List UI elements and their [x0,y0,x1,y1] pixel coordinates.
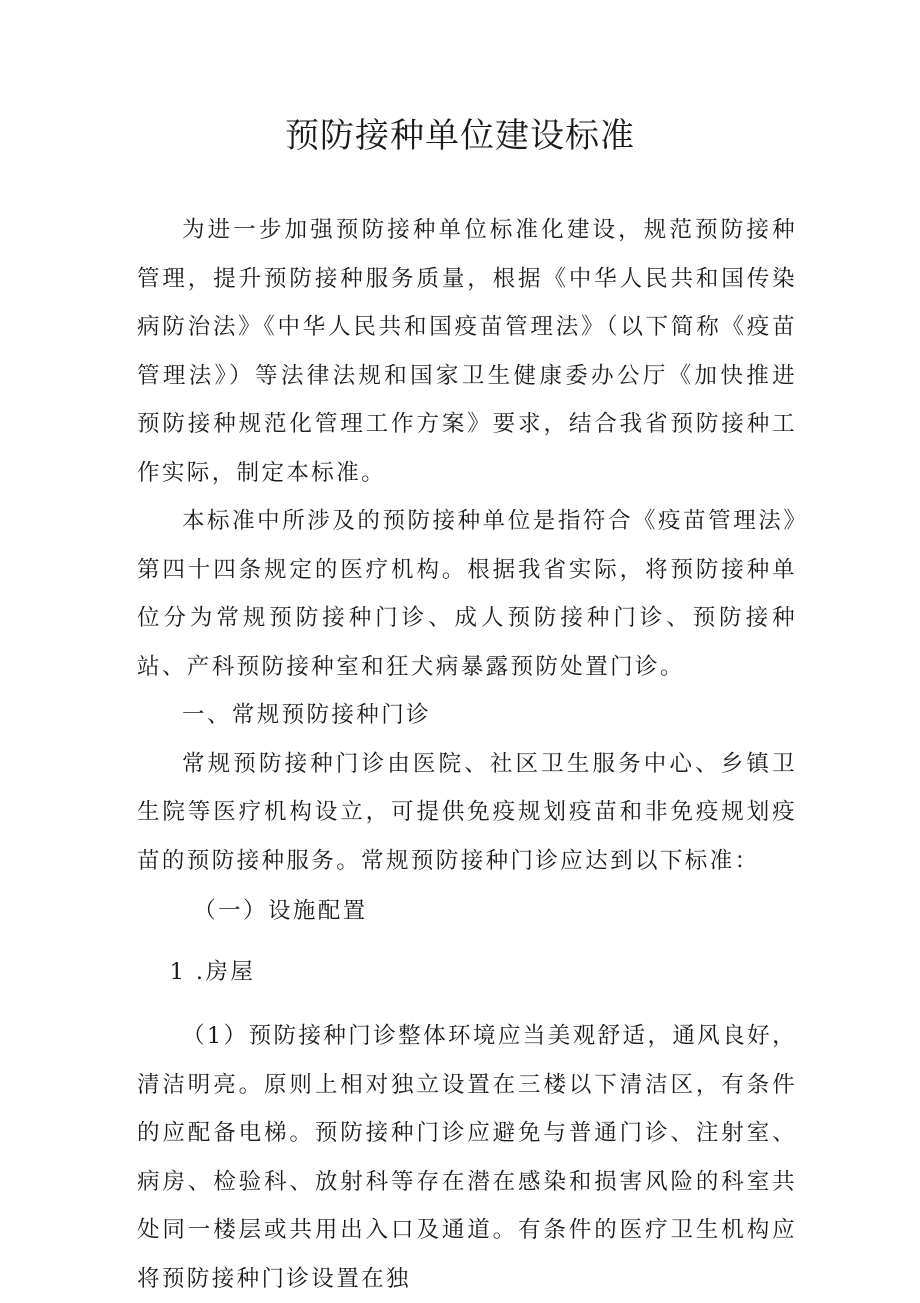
item-heading: 1 .房屋 [169,958,256,985]
section-intro: 常规预防接种门诊由医院、社区卫生服务中心、乡镇卫生院等医疗机构设立，可提供免疫规划疫苗和非免疫规划疫苗的预防接种服务。常规预防接种门诊应达到以下标准： [137,750,797,874]
clause-paragraph: （1）预防接种门诊整体环境应当美观舒适，通风良好，清洁明亮。原则上相对独立设置在三楼以下清洁区，有条件的应配备电梯。预防接种门诊应避免与普通门诊、注射室、病房、检验科、放射科等存在潜在感染和损害风险的科室共处同一楼层或共用出入口及通道。有条件的医疗卫生机构应将预防接种门诊设置在独 [137,1023,797,1292]
paragraph-scope: 本标准中所涉及的预防接种单位是指符合《疫苗管理法》第四十四条规定的医疗机构。根据我省实际，将预防接种单位分为常规预防接种门诊、成人预防接种门诊、预防接种站、产科预防接种室和狂犬病暴露预防处置门诊。 [137,508,797,680]
subsection-heading: （一）设施配置 [193,898,368,924]
document-body [137,206,797,1303]
document-title: 预防接种单位建设标准 [285,116,635,156]
paragraph-intro: 为进一步加强预防接种单位标准化建设，规范预防接种管理，提升预防接种服务质量，根据《中华人民共和国传染病防治法》《中华人民共和国疫苗管理法》（以下简称《疫苗管理法》）等法律法规和国家卫生健康委办公厅《加快推进预防接种规范化管理工作方案》要求，结合我省预防接种工作实际，制定本标准。 [137,217,797,486]
section-heading: 一、常规预防接种门诊 [182,702,432,728]
